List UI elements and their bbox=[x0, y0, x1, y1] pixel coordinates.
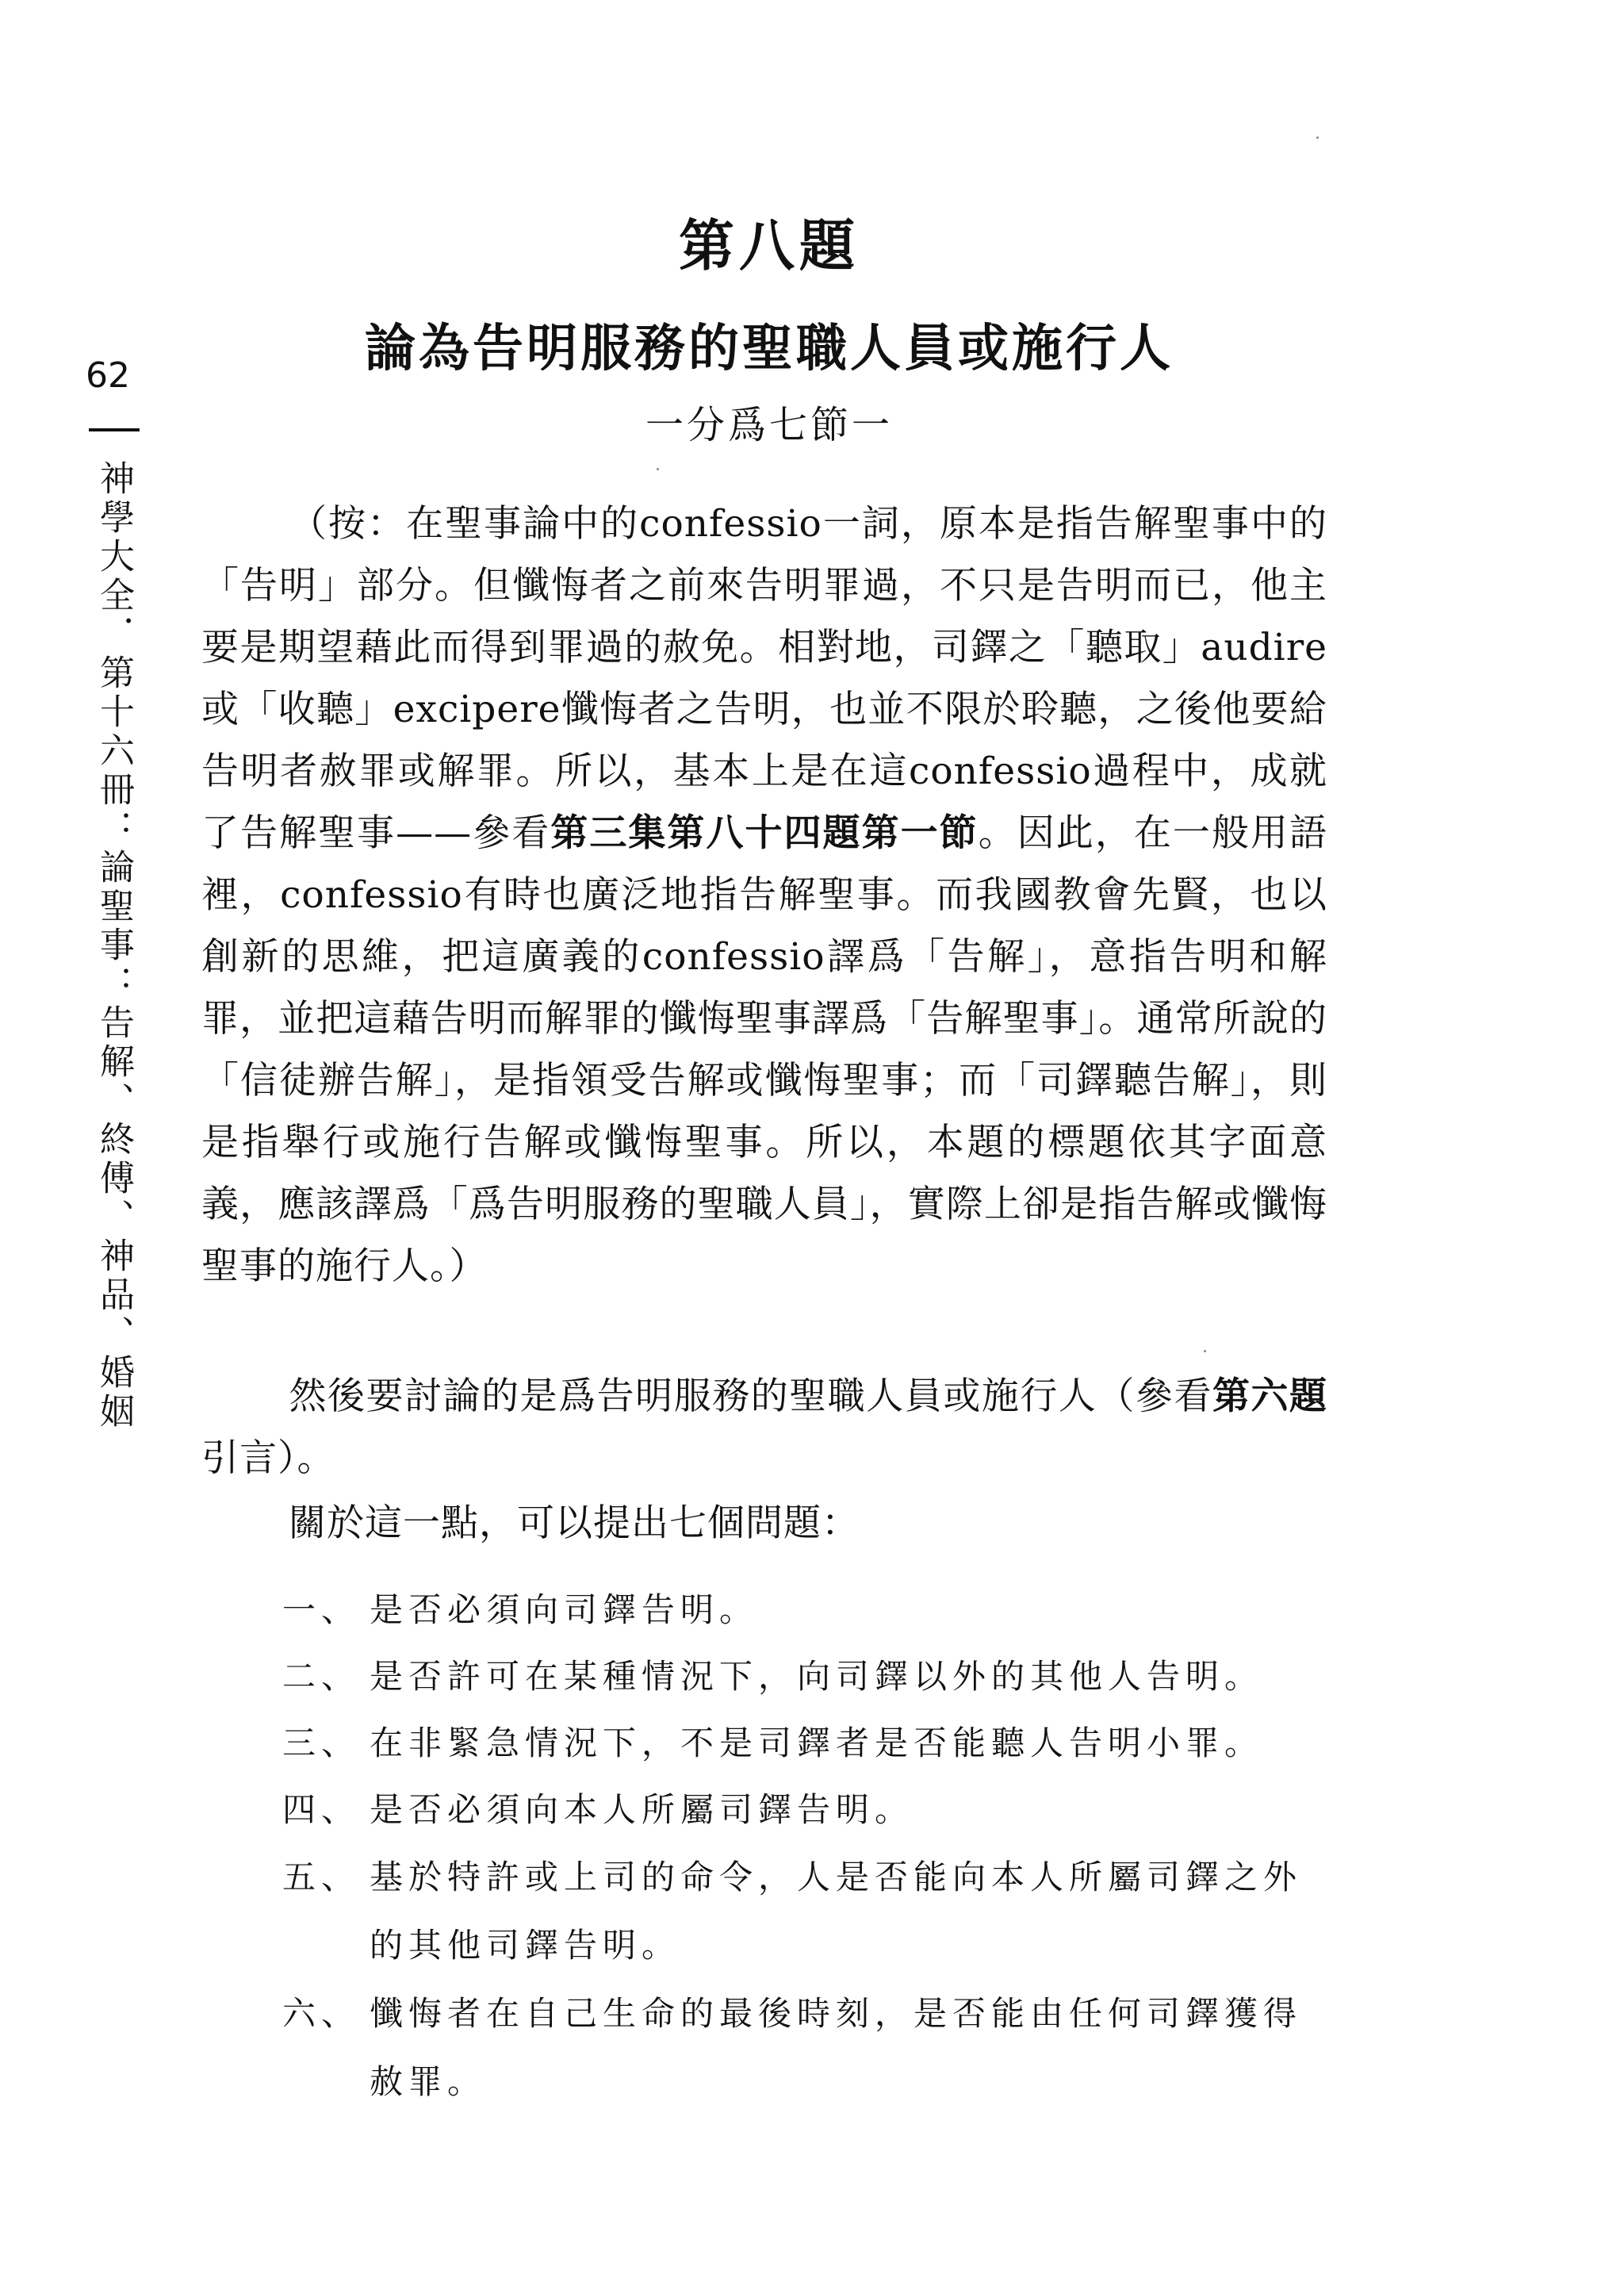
intro-paragraph bbox=[201, 1366, 1327, 1490]
question-text: 基於特許或上司的命令，人是否能向本人所屬司鐸之外的其他司鐸告明。 bbox=[370, 1858, 1303, 1965]
intro-text-after-reference: 引言）。 bbox=[201, 1436, 335, 1480]
intro-cross-reference: 第六題 bbox=[1212, 1375, 1328, 1418]
question-text: 是否必須向本人所屬司鐸告明。 bbox=[370, 1790, 914, 1829]
question-text: 是否許可在某種情況下，向司鐸以外的其他人告明。 bbox=[370, 1657, 1264, 1696]
scan-speck bbox=[657, 468, 659, 470]
question-item bbox=[282, 1980, 1329, 2116]
question-marker: 二、 bbox=[282, 1657, 361, 1696]
question-text: 在非緊急情況下，不是司鐸者是否能聽人告明小罪。 bbox=[370, 1724, 1264, 1762]
page-number: 62 bbox=[86, 355, 130, 396]
question-marker: 一、 bbox=[282, 1590, 361, 1629]
chapter-number: 第八題 bbox=[679, 213, 860, 278]
note-text-before-reference: （按：在聖事論中的confessio一詞，原本是指告解聖事中的「告明」部分。但懺悔者之前來告明罪過，不只是告明而已，他主要是期望藉此而得到罪過的赦免。相對地，司鐸之「聽取」audire或「收聽」excipere懺悔者之告明，也並不限於聆聽，之後他要給告明者赦罪或解罪。所以，基本上是在這confessio過程中，成就了告解聖事——參看 bbox=[201, 502, 1327, 855]
intro-text-before-reference: 然後要討論的是爲告明服務的聖職人員或施行人（參看 bbox=[289, 1375, 1212, 1418]
chapter-subtitle: 一分爲七節一 bbox=[645, 403, 893, 447]
note-cross-reference: 第三集第八十四題第一節 bbox=[550, 811, 979, 855]
questions-lead-text: 關於這一點，可以提出七個問題： bbox=[289, 1501, 860, 1545]
note-text-after-reference: 。因此，在一般用語裡，confessio有時也廣泛地指告解聖事。而我國教會先賢，也以創新的思維，把這廣義的confessio譯爲「告解」，意指告明和解罪，並把這藉告明而解罪的懺悔聖事譯爲「告解聖事」。通常所說的「信徒辦告解」，是指領受告解或懺悔聖事；而「司鐸聽告解」，則是指舉行或施行告解或懺悔聖事。所以，本題的標題依其字面意義，應該譯爲「爲告明服務的聖職人員」，實際上卻是指告解或懺悔聖事的施行人。） bbox=[201, 811, 1328, 1288]
question-marker: 三、 bbox=[282, 1724, 361, 1762]
scan-speck bbox=[1316, 136, 1319, 139]
question-marker: 五、 bbox=[282, 1858, 361, 1896]
questions-lead-paragraph bbox=[201, 1493, 1327, 1555]
question-item bbox=[282, 1777, 1329, 1843]
chapter-title: 論為告明服務的聖職人員或施行人 bbox=[365, 320, 1174, 378]
question-text: 懺悔者在自己生命的最後時刻，是否能由任何司鐸獲得赦罪。 bbox=[370, 1994, 1303, 2101]
translator-note-paragraph bbox=[201, 493, 1327, 1298]
question-marker: 六、 bbox=[282, 1994, 361, 2033]
question-list bbox=[282, 1577, 1329, 2116]
question-marker: 四、 bbox=[282, 1790, 361, 1829]
question-item bbox=[282, 1577, 1329, 1643]
question-text: 是否必須向司鐸告明。 bbox=[370, 1590, 759, 1629]
scan-speck bbox=[1204, 1350, 1206, 1352]
question-item bbox=[282, 1643, 1329, 1710]
question-item bbox=[282, 1843, 1329, 1980]
question-item bbox=[282, 1710, 1329, 1777]
running-head: 神學大全．第十六冊：論聖事：告解、終傅、神品、婚姻 bbox=[94, 460, 134, 1432]
